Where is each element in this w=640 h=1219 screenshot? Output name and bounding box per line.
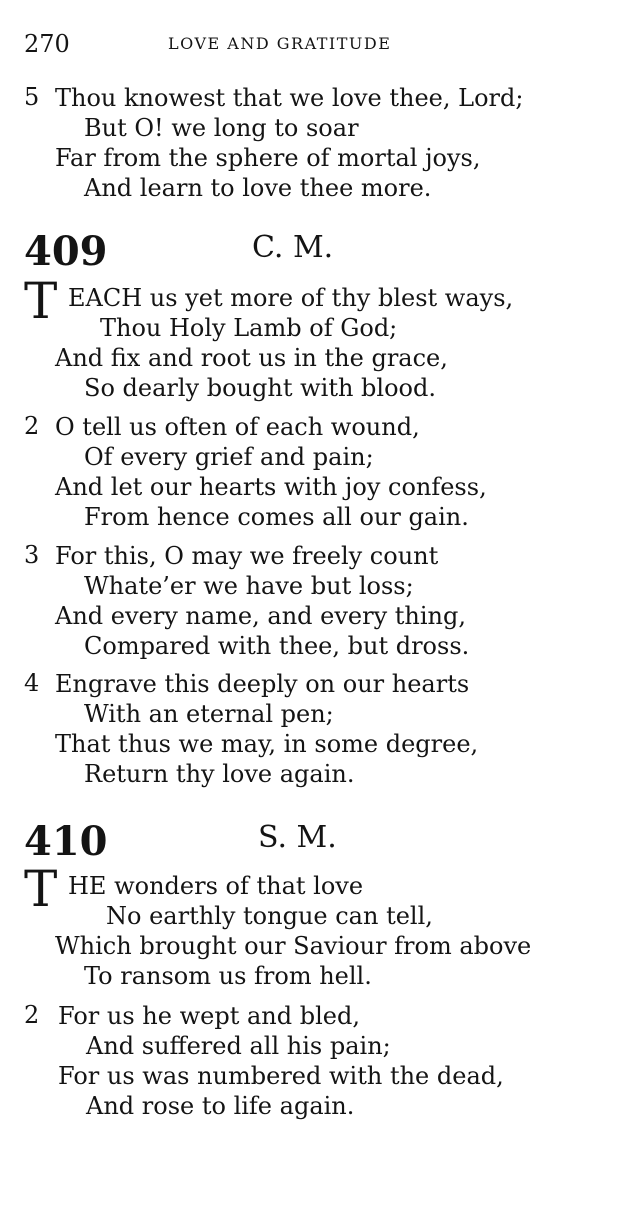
stanza-number: 2 [24, 1001, 40, 1029]
verse-line: And rose to life again. [86, 1092, 355, 1120]
verse-line: From hence comes all our gain. [84, 503, 469, 531]
verse-line: Whate’er we have but loss; [84, 572, 414, 600]
verse-line: O tell us often of each wound, [55, 413, 420, 441]
verse-line: And suffered all his pain; [86, 1032, 391, 1060]
verse-line: For us was numbered with the dead, [58, 1062, 504, 1090]
running-head: LOVE AND GRATITUDE [168, 34, 392, 53]
drop-cap: T [24, 272, 58, 330]
page-number: 270 [24, 30, 70, 58]
verse-line: And every name, and every thing, [55, 602, 466, 630]
hymn-number: 410 [24, 818, 108, 865]
hymn-number: 409 [24, 228, 108, 275]
verse-line: But O! we long to soar [84, 114, 359, 142]
verse-line: And learn to love thee more. [84, 174, 432, 202]
stanza-number: 3 [24, 541, 40, 569]
verse-line: Return thy love again. [84, 760, 355, 788]
verse-line: That thus we may, in some degree, [55, 730, 479, 758]
verse-line: For us he wept and bled, [58, 1002, 360, 1030]
drop-cap: T [24, 860, 58, 918]
verse-line: So dearly bought with blood. [84, 374, 436, 402]
verse-line: Of every grief and pain; [84, 443, 374, 471]
verse-line: Engrave this deeply on our hearts [55, 670, 470, 698]
verse-line: HE wonders of that love [68, 872, 364, 900]
hymn-meter: C. M. [252, 230, 334, 265]
stanza-number: 4 [24, 669, 40, 697]
verse-line: And fix and root us in the grace, [55, 344, 448, 372]
verse-line: To ransom us from hell. [84, 962, 372, 990]
verse-line: Compared with thee, but dross. [84, 632, 470, 660]
hymn-meter: S. M. [258, 820, 337, 855]
verse-line: No earthly tongue can tell, [106, 902, 433, 930]
verse-line: Thou knowest that we love thee, Lord; [55, 84, 524, 112]
verse-line: Far from the sphere of mortal joys, [55, 144, 481, 172]
verse-line: For this, O may we freely count [55, 542, 439, 570]
verse-line: Thou Holy Lamb of God; [100, 314, 398, 342]
stanza-number: 2 [24, 412, 40, 440]
verse-line: With an eternal pen; [84, 700, 334, 728]
verse-line: Which brought our Saviour from above [55, 932, 532, 960]
verse-line: And let our hearts with joy confess, [55, 473, 487, 501]
stanza-number: 5 [24, 83, 40, 111]
verse-line: EACH us yet more of thy blest ways, [68, 284, 514, 312]
